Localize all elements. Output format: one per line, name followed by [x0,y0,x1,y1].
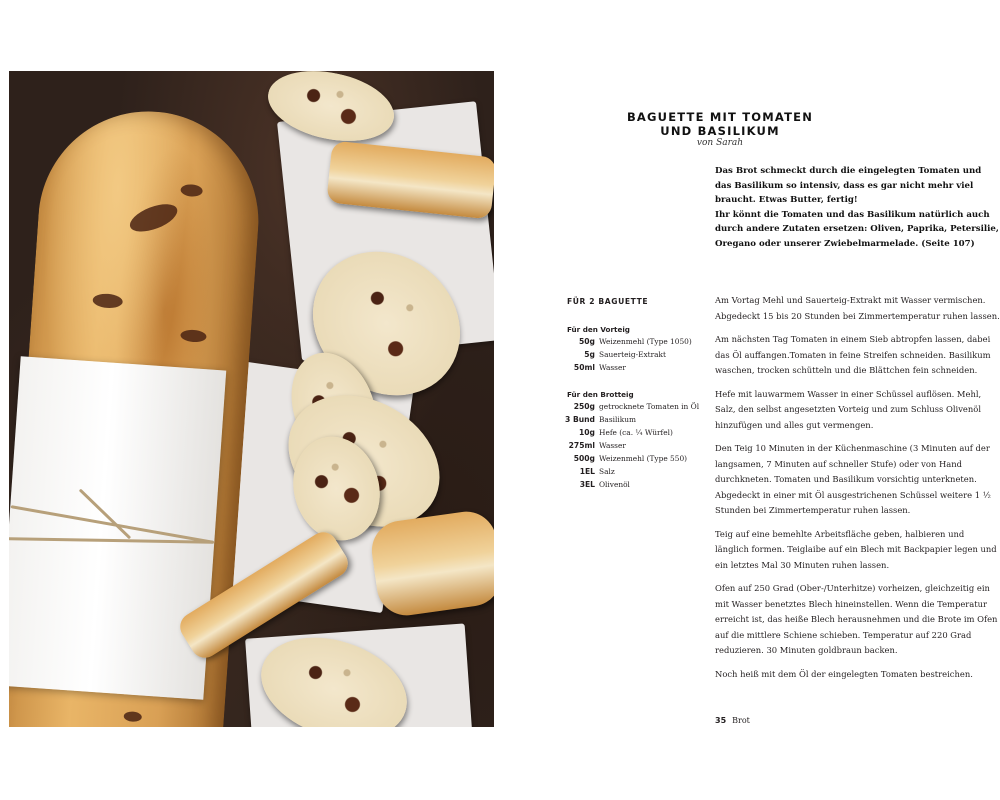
ingredient-name: Wasser [599,363,626,372]
method-paragraph: Teig auf eine bemehlte Arbeitsfläche geben, halbieren und länglich formen. Teiglaibe auf ein Blech mit Backpapier legen und ein letztes Mal 30 Minuten ruhen lassen. [715,528,997,570]
ingredient-row [567,454,717,466]
bread-photo [9,71,494,727]
section-name: Brot [732,716,750,725]
ingredient-amount: 250g [573,402,595,411]
ingredient-group-title: Für den Brotteig [567,390,634,399]
intro-paragraph: Ihr könnt die Tomaten und das Basilikum natürlich auch durch andere Zutaten ersetzen: Oliven, Paprika, Petersilie, Oregano oder unserer Zwiebelmarmelade. (Seite 107) [715,209,999,249]
ingredient-name: Sauerteig-Extrakt [599,350,666,359]
ingredient-amount: 275ml [568,441,595,450]
method-paragraph: Am nächsten Tag Tomaten in einem Sieb abtropfen lassen, dabei das Öl auffangen.Tomaten in feine Streifen schneiden. Basilikum waschen, trocken schütteln und die Blättchen fein schneiden. [715,334,991,375]
ingredient-row [567,402,717,414]
ingredient-name: Hefe (ca. ¼ Würfel) [599,428,673,437]
ingredient-amount: 50ml [573,363,595,372]
ingredient-amount: 50g [578,337,595,346]
ingredient-row [567,467,717,479]
ingredient-row [567,363,717,375]
method-paragraph: Den Teig 10 Minuten in der Küchenmaschine (3 Minuten auf der langsamen, 7 Minuten auf schneller Stufe) oder von Hand durchkneten. Tomaten und Basilikum vorsichtig unterkneten. Abgedeckt in einer mit Öl ausgestrichenen Schüssel weitere 1 ½ Stunden bei Zimmertemperatur ruhen lassen. [715,443,991,515]
ingredient-row [567,337,717,349]
recipe-title-line: BAGUETTE MIT TOMATEN [626,110,814,124]
method-paragraph: Hefe mit lauwarmem Wasser in einer Schüssel auflösen. Mehl, Salz, den selbst angesetzten Vorteig und zum Schluss Olivenöl hinzufügen und alles gut vermengen. [715,388,982,430]
ingredient-amount: 5g [584,350,595,359]
ingredient-row [567,428,717,440]
recipe-intro [715,164,1000,251]
recipe-author: von Sarah [696,138,744,148]
ingredient-name: Salz [599,467,615,476]
intro-paragraph: Das Brot schmeckt durch die eingelegten Tomaten und das Basilikum so intensiv, dass es gar nicht mehr viel braucht. Etwas Butter, fertig! [715,166,982,205]
ingredient-row [567,441,717,453]
ingredients-heading: FÜR 2 BAGUETTE [567,297,649,306]
ingredient-name: Basilikum [599,415,636,424]
ingredient-amount: 3 Bund [565,415,595,424]
method-paragraph: Am Vortag Mehl und Sauerteig-Extrakt mit Wasser vermischen. Abgedeckt 15 bis 20 Stunden bei Zimmertemperatur ruhen lassen. [715,295,1000,321]
recipe-title [600,110,840,138]
recipe-title-line: UND BASILIKUM [660,124,780,138]
ingredient-row [567,480,717,492]
ingredient-amount: 3EL [579,480,595,489]
ingredient-amount: 500g [573,454,595,463]
bread-piece [368,508,494,619]
page-footer [715,716,750,725]
ingredient-amount: 10g [578,428,595,437]
ingredient-name: Wasser [599,441,626,450]
ingredient-group-title: Für den Vorteig [567,325,630,334]
ingredient-row [567,350,717,362]
method-paragraph: Noch heiß mit dem Öl der eingelegten Tomaten bestreichen. [715,668,973,679]
page-number: 35 [715,716,727,725]
ingredient-row [567,415,717,427]
ingredient-amount: 1EL [579,467,595,476]
method-paragraph: Ofen auf 250 Grad (Ober-/Unterhitze) vorheizen, gleichzeitig ein mit Wasser benetztes Blech hineinstellen. Wenn die Temperatur erreicht ist, das heiße Blech herausnehmen und die Brote im Ofen auf die mittlere Schiene schieben. Temperatur auf 220 Grad reduzieren. 30 Minuten goldbraun backen. [715,583,998,655]
method-steps [715,293,1000,690]
ingredient-name: Olivenöl [599,480,630,489]
ingredient-name: Weizenmehl (Type 550) [599,454,688,463]
ingredient-name: Weizenmehl (Type 1050) [599,337,692,346]
ingredient-name: getrocknete Tomaten in Öl [599,402,700,411]
